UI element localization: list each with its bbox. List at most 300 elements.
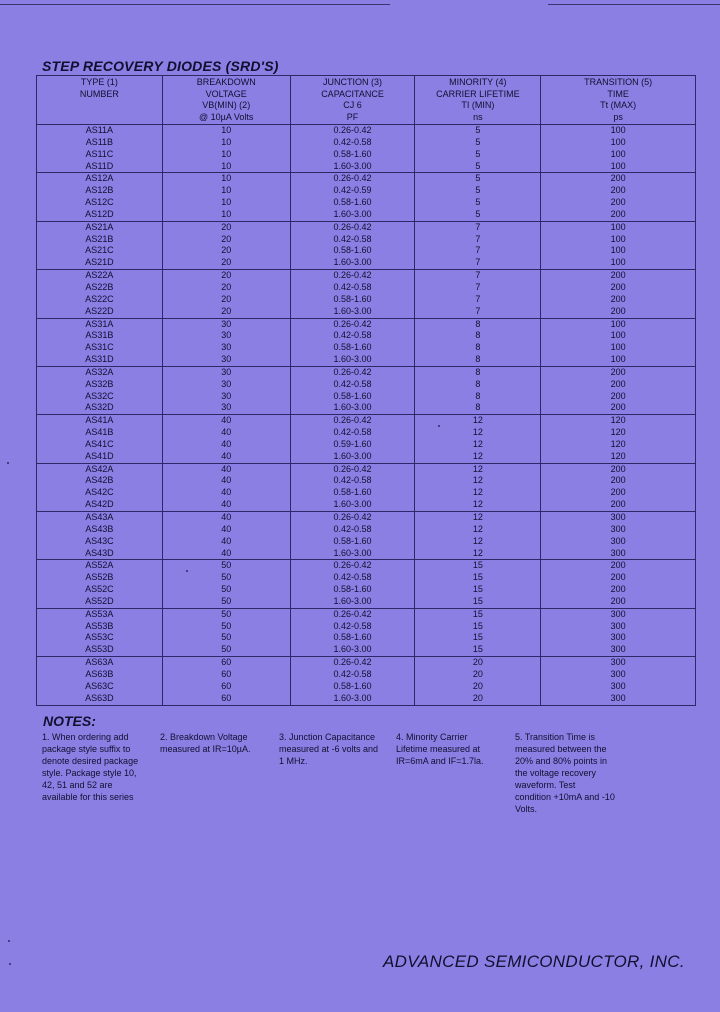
table-row [37, 379, 696, 391]
table-row [37, 415, 696, 427]
table-row [37, 221, 696, 233]
cell-lifetime: 5 [415, 197, 541, 209]
cell-capacitance: 0.42-0.58 [290, 669, 415, 681]
note-5 [515, 731, 635, 815]
header-transition-time [541, 76, 696, 125]
page-title: STEP RECOVERY DIODES (SRD'S) [42, 58, 279, 74]
note-line: measured at -6 volts and [279, 744, 379, 754]
cell-voltage: 20 [162, 257, 290, 269]
cell-lifetime: 12 [415, 439, 541, 451]
table-row [37, 270, 696, 282]
note-line: 5. Transition Time is [515, 732, 596, 742]
table-row [37, 475, 696, 487]
table-row [37, 463, 696, 475]
cell-type: AS12A [37, 173, 163, 185]
cell-voltage: 40 [162, 524, 290, 536]
cell-type: AS52A [37, 560, 163, 572]
cell-time: 120 [541, 415, 696, 427]
note-line: denote desired package [42, 756, 139, 766]
cell-type: AS53A [37, 608, 163, 620]
cell-capacitance: 0.58-1.60 [290, 245, 415, 257]
cell-type: AS11D [37, 161, 163, 173]
cell-time: 100 [541, 149, 696, 161]
cell-capacitance: 0.26-0.42 [290, 512, 415, 524]
cell-lifetime: 12 [415, 536, 541, 548]
cell-capacitance: 0.26-0.42 [290, 608, 415, 620]
cell-capacitance: 0.26-0.42 [290, 657, 415, 669]
cell-time: 200 [541, 366, 696, 378]
cell-voltage: 40 [162, 512, 290, 524]
cell-type: AS53D [37, 644, 163, 656]
cell-capacitance: 0.58-1.60 [290, 294, 415, 306]
cell-voltage: 10 [162, 173, 290, 185]
speck-1 [7, 462, 9, 464]
cell-time: 300 [541, 548, 696, 560]
cell-lifetime: 20 [415, 669, 541, 681]
cell-time: 300 [541, 512, 696, 524]
speck-5 [186, 570, 188, 572]
cell-voltage: 10 [162, 197, 290, 209]
cell-voltage: 10 [162, 137, 290, 149]
table-row [37, 391, 696, 403]
header-minority-carrier-lifetime [415, 76, 541, 125]
cell-voltage: 40 [162, 451, 290, 463]
cell-time: 200 [541, 209, 696, 221]
cell-voltage: 50 [162, 572, 290, 584]
cell-time: 100 [541, 221, 696, 233]
table-row [37, 439, 696, 451]
cell-capacitance: 1.60-3.00 [290, 354, 415, 366]
note-line: 3. Junction Capacitance [279, 732, 376, 742]
cell-time: 200 [541, 560, 696, 572]
header-line: TI (MIN) [461, 100, 495, 110]
cell-lifetime: 8 [415, 366, 541, 378]
cell-voltage: 10 [162, 161, 290, 173]
cell-time: 200 [541, 391, 696, 403]
cell-lifetime: 5 [415, 161, 541, 173]
cell-voltage: 40 [162, 499, 290, 511]
cell-type: AS63D [37, 693, 163, 705]
cell-time: 300 [541, 693, 696, 705]
note-line: 20% and 80% points in [515, 756, 608, 766]
cell-type: AS11B [37, 137, 163, 149]
table-row [37, 681, 696, 693]
cell-voltage: 50 [162, 560, 290, 572]
cell-capacitance: 1.60-3.00 [290, 402, 415, 414]
header-line: TRANSITION (5) [584, 77, 653, 87]
header-line: NUMBER [79, 88, 119, 99]
cell-capacitance: 0.58-1.60 [290, 681, 415, 693]
cell-voltage: 50 [162, 632, 290, 644]
cell-type: AS21D [37, 257, 163, 269]
table-row [37, 693, 696, 705]
cell-time: 300 [541, 632, 696, 644]
header-line: TIME [607, 88, 629, 99]
cell-capacitance: 0.42-0.59 [290, 185, 415, 197]
cell-voltage: 20 [162, 294, 290, 306]
cell-type: AS43D [37, 548, 163, 560]
table-row [37, 621, 696, 633]
table-row [37, 137, 696, 149]
cell-type: AS21A [37, 221, 163, 233]
cell-time: 200 [541, 572, 696, 584]
cell-lifetime: 8 [415, 342, 541, 354]
cell-lifetime: 7 [415, 245, 541, 257]
cell-type: AS53C [37, 632, 163, 644]
cell-capacitance: 0.42-0.58 [290, 427, 415, 439]
note-line: 42, 51 and 52 are [42, 780, 113, 790]
header-breakdown-voltage [162, 76, 290, 125]
table-row [37, 366, 696, 378]
table-row [37, 657, 696, 669]
cell-type: AS41C [37, 439, 163, 451]
note-line: 2. Breakdown Voltage [160, 732, 248, 742]
cell-type: AS32B [37, 379, 163, 391]
header-line: CAPACITANCE [321, 88, 384, 99]
cell-capacitance: 0.58-1.60 [290, 632, 415, 644]
cell-voltage: 20 [162, 245, 290, 257]
cell-time: 200 [541, 475, 696, 487]
cell-type: AS12C [37, 197, 163, 209]
cell-time: 120 [541, 439, 696, 451]
cell-time: 200 [541, 270, 696, 282]
cell-capacitance: 0.26-0.42 [290, 125, 415, 137]
cell-capacitance: 0.58-1.60 [290, 584, 415, 596]
cell-time: 200 [541, 487, 696, 499]
table-row [37, 173, 696, 185]
cell-lifetime: 15 [415, 560, 541, 572]
cell-time: 200 [541, 306, 696, 318]
cell-capacitance: 0.42-0.58 [290, 572, 415, 584]
cell-lifetime: 7 [415, 257, 541, 269]
cell-time: 200 [541, 294, 696, 306]
header-line: JUNCTION (3) [323, 77, 383, 87]
cell-type: AS43A [37, 512, 163, 524]
table-row [37, 560, 696, 572]
cell-voltage: 40 [162, 548, 290, 560]
cell-time: 300 [541, 657, 696, 669]
cell-lifetime: 5 [415, 149, 541, 161]
cell-type: AS31A [37, 318, 163, 330]
cell-time: 300 [541, 621, 696, 633]
cell-capacitance: 1.60-3.00 [290, 499, 415, 511]
cell-lifetime: 12 [415, 548, 541, 560]
table-row [37, 512, 696, 524]
cell-capacitance: 1.60-3.00 [290, 451, 415, 463]
header-line: CJ 6 [343, 100, 362, 110]
cell-lifetime: 12 [415, 499, 541, 511]
table-row [37, 451, 696, 463]
cell-lifetime: 7 [415, 282, 541, 294]
cell-capacitance: 0.26-0.42 [290, 318, 415, 330]
header-line: Tt (MAX) [600, 100, 637, 110]
cell-voltage: 10 [162, 125, 290, 137]
cell-capacitance: 0.42-0.58 [290, 475, 415, 487]
cell-voltage: 40 [162, 463, 290, 475]
note-line: condition +10mA and -10 [515, 792, 615, 802]
cell-lifetime: 20 [415, 657, 541, 669]
cell-type: AS22B [37, 282, 163, 294]
cell-lifetime: 8 [415, 402, 541, 414]
cell-type: AS32C [37, 391, 163, 403]
cell-lifetime: 15 [415, 644, 541, 656]
cell-voltage: 40 [162, 475, 290, 487]
cell-capacitance: 0.42-0.58 [290, 621, 415, 633]
cell-type: AS31B [37, 330, 163, 342]
cell-lifetime: 7 [415, 306, 541, 318]
table-row [37, 234, 696, 246]
cell-time: 100 [541, 318, 696, 330]
speck-3 [9, 963, 11, 965]
cell-voltage: 20 [162, 306, 290, 318]
cell-voltage: 30 [162, 391, 290, 403]
header-line: BREAKDOWN [196, 77, 256, 87]
cell-lifetime: 5 [415, 185, 541, 197]
cell-capacitance: 1.60-3.00 [290, 596, 415, 608]
cell-voltage: 50 [162, 608, 290, 620]
note-line: the voltage recovery [515, 768, 597, 778]
note-line: waveform. Test [515, 780, 576, 790]
cell-type: AS42B [37, 475, 163, 487]
cell-type: AS42D [37, 499, 163, 511]
cell-type: AS12B [37, 185, 163, 197]
cell-time: 100 [541, 354, 696, 366]
cell-time: 100 [541, 125, 696, 137]
cell-lifetime: 5 [415, 137, 541, 149]
cell-voltage: 30 [162, 318, 290, 330]
cell-type: AS41D [37, 451, 163, 463]
cell-time: 200 [541, 402, 696, 414]
cell-time: 200 [541, 584, 696, 596]
cell-type: AS32D [37, 402, 163, 414]
cell-type: AS22C [37, 294, 163, 306]
cell-lifetime: 12 [415, 415, 541, 427]
cell-lifetime: 20 [415, 681, 541, 693]
cell-time: 200 [541, 596, 696, 608]
table-row [37, 596, 696, 608]
cell-type: AS63C [37, 681, 163, 693]
srd-table [36, 75, 696, 706]
note-line: measured between the [515, 744, 607, 754]
cell-voltage: 60 [162, 681, 290, 693]
cell-type: AS22D [37, 306, 163, 318]
cell-voltage: 10 [162, 185, 290, 197]
note-line: Lifetime measured at [396, 744, 481, 754]
cell-lifetime: 8 [415, 354, 541, 366]
cell-lifetime: 5 [415, 173, 541, 185]
speck-2 [8, 940, 10, 942]
cell-time: 100 [541, 161, 696, 173]
note-line: available for this series [42, 792, 134, 802]
header-junction-capacitance [290, 76, 415, 125]
cell-lifetime: 7 [415, 294, 541, 306]
cell-lifetime: 15 [415, 621, 541, 633]
cell-voltage: 40 [162, 415, 290, 427]
cell-voltage: 50 [162, 644, 290, 656]
cell-lifetime: 5 [415, 209, 541, 221]
cell-lifetime: 7 [415, 221, 541, 233]
cell-time: 300 [541, 669, 696, 681]
table-row [37, 342, 696, 354]
cell-voltage: 30 [162, 330, 290, 342]
table-row [37, 282, 696, 294]
cell-type: AS52D [37, 596, 163, 608]
cell-voltage: 60 [162, 669, 290, 681]
cell-voltage: 30 [162, 354, 290, 366]
cell-capacitance: 0.42-0.58 [290, 379, 415, 391]
cell-capacitance: 0.26-0.42 [290, 173, 415, 185]
cell-lifetime: 8 [415, 318, 541, 330]
table-row [37, 125, 696, 137]
cell-capacitance: 0.26-0.42 [290, 463, 415, 475]
cell-type: AS42A [37, 463, 163, 475]
cell-capacitance: 0.26-0.42 [290, 560, 415, 572]
cell-capacitance: 0.42-0.58 [290, 234, 415, 246]
cell-type: AS63A [37, 657, 163, 669]
speck-4 [438, 425, 440, 427]
note-line: 1 MHz. [279, 756, 308, 766]
cell-type: AS32A [37, 366, 163, 378]
header-line: ps [613, 111, 623, 122]
table-row [37, 245, 696, 257]
table-row [37, 257, 696, 269]
cell-time: 300 [541, 681, 696, 693]
cell-voltage: 30 [162, 366, 290, 378]
table-row [37, 487, 696, 499]
cell-voltage: 20 [162, 282, 290, 294]
cell-lifetime: 8 [415, 379, 541, 391]
cell-capacitance: 1.60-3.00 [290, 306, 415, 318]
note-line: IR=6mA and IF=1.7la. [396, 756, 484, 766]
cell-time: 200 [541, 185, 696, 197]
cell-time: 100 [541, 330, 696, 342]
table-row [37, 427, 696, 439]
cell-time: 200 [541, 379, 696, 391]
cell-time: 300 [541, 536, 696, 548]
cell-type: AS52C [37, 584, 163, 596]
cell-lifetime: 12 [415, 463, 541, 475]
cell-type: AS31D [37, 354, 163, 366]
company-name: ADVANCED SEMICONDUCTOR, INC. [383, 952, 685, 971]
cell-lifetime: 15 [415, 584, 541, 596]
table-row [37, 644, 696, 656]
table-row [37, 149, 696, 161]
table-row [37, 161, 696, 173]
cell-voltage: 50 [162, 621, 290, 633]
cell-time: 100 [541, 234, 696, 246]
cell-capacitance: 0.26-0.42 [290, 270, 415, 282]
table-row [37, 572, 696, 584]
cell-time: 300 [541, 524, 696, 536]
cell-lifetime: 5 [415, 125, 541, 137]
table-row [37, 499, 696, 511]
cell-lifetime: 12 [415, 475, 541, 487]
note-line: 1. When ordering add [42, 732, 129, 742]
cell-type: AS53B [37, 621, 163, 633]
cell-type: AS42C [37, 487, 163, 499]
cell-voltage: 40 [162, 536, 290, 548]
cell-time: 200 [541, 282, 696, 294]
table-row [37, 402, 696, 414]
cell-type: AS41A [37, 415, 163, 427]
cell-time: 120 [541, 427, 696, 439]
cell-capacitance: 0.58-1.60 [290, 391, 415, 403]
cell-lifetime: 8 [415, 330, 541, 342]
table-row [37, 669, 696, 681]
header-line: PF [346, 111, 359, 122]
top-rule-left [0, 4, 390, 5]
header-line: @ 10µA Volts [199, 111, 254, 122]
cell-voltage: 10 [162, 149, 290, 161]
cell-lifetime: 7 [415, 234, 541, 246]
cell-lifetime: 12 [415, 512, 541, 524]
cell-voltage: 30 [162, 379, 290, 391]
header-line: ns [473, 111, 483, 122]
cell-lifetime: 7 [415, 270, 541, 282]
note-1 [42, 731, 154, 803]
cell-time: 200 [541, 499, 696, 511]
cell-capacitance: 0.26-0.42 [290, 415, 415, 427]
table-row [37, 209, 696, 221]
table-row [37, 524, 696, 536]
cell-voltage: 30 [162, 402, 290, 414]
notes-title: NOTES: [43, 713, 96, 729]
cell-type: AS52B [37, 572, 163, 584]
cell-capacitance: 0.26-0.42 [290, 221, 415, 233]
cell-lifetime: 8 [415, 391, 541, 403]
note-2 [160, 731, 270, 755]
header-line: VOLTAGE [205, 88, 247, 99]
note-4 [396, 731, 508, 767]
cell-time: 200 [541, 173, 696, 185]
cell-time: 300 [541, 644, 696, 656]
cell-time: 100 [541, 257, 696, 269]
cell-voltage: 20 [162, 234, 290, 246]
table-row [37, 197, 696, 209]
cell-time: 200 [541, 197, 696, 209]
header-type-number [37, 76, 163, 125]
cell-lifetime: 15 [415, 632, 541, 644]
cell-lifetime: 12 [415, 427, 541, 439]
cell-capacitance: 1.60-3.00 [290, 257, 415, 269]
table-row [37, 354, 696, 366]
table-row [37, 608, 696, 620]
cell-capacitance: 0.58-1.60 [290, 149, 415, 161]
cell-voltage: 40 [162, 427, 290, 439]
cell-lifetime: 20 [415, 693, 541, 705]
note-line: package style suffix to [42, 744, 131, 754]
cell-capacitance: 0.42-0.58 [290, 330, 415, 342]
table-header-row [37, 76, 696, 125]
table-row [37, 632, 696, 644]
cell-type: AS12D [37, 209, 163, 221]
cell-lifetime: 15 [415, 608, 541, 620]
cell-time: 120 [541, 451, 696, 463]
header-line: MINORITY (4) [449, 77, 507, 87]
cell-type: AS21C [37, 245, 163, 257]
table-row [37, 306, 696, 318]
cell-type: AS21B [37, 234, 163, 246]
cell-type: AS63B [37, 669, 163, 681]
cell-voltage: 40 [162, 487, 290, 499]
cell-voltage: 60 [162, 693, 290, 705]
note-line: 4. Minority Carrier [396, 732, 468, 742]
cell-voltage: 30 [162, 342, 290, 354]
cell-capacitance: 1.60-3.00 [290, 161, 415, 173]
cell-type: AS11C [37, 149, 163, 161]
cell-voltage: 50 [162, 596, 290, 608]
cell-capacitance: 1.60-3.00 [290, 693, 415, 705]
